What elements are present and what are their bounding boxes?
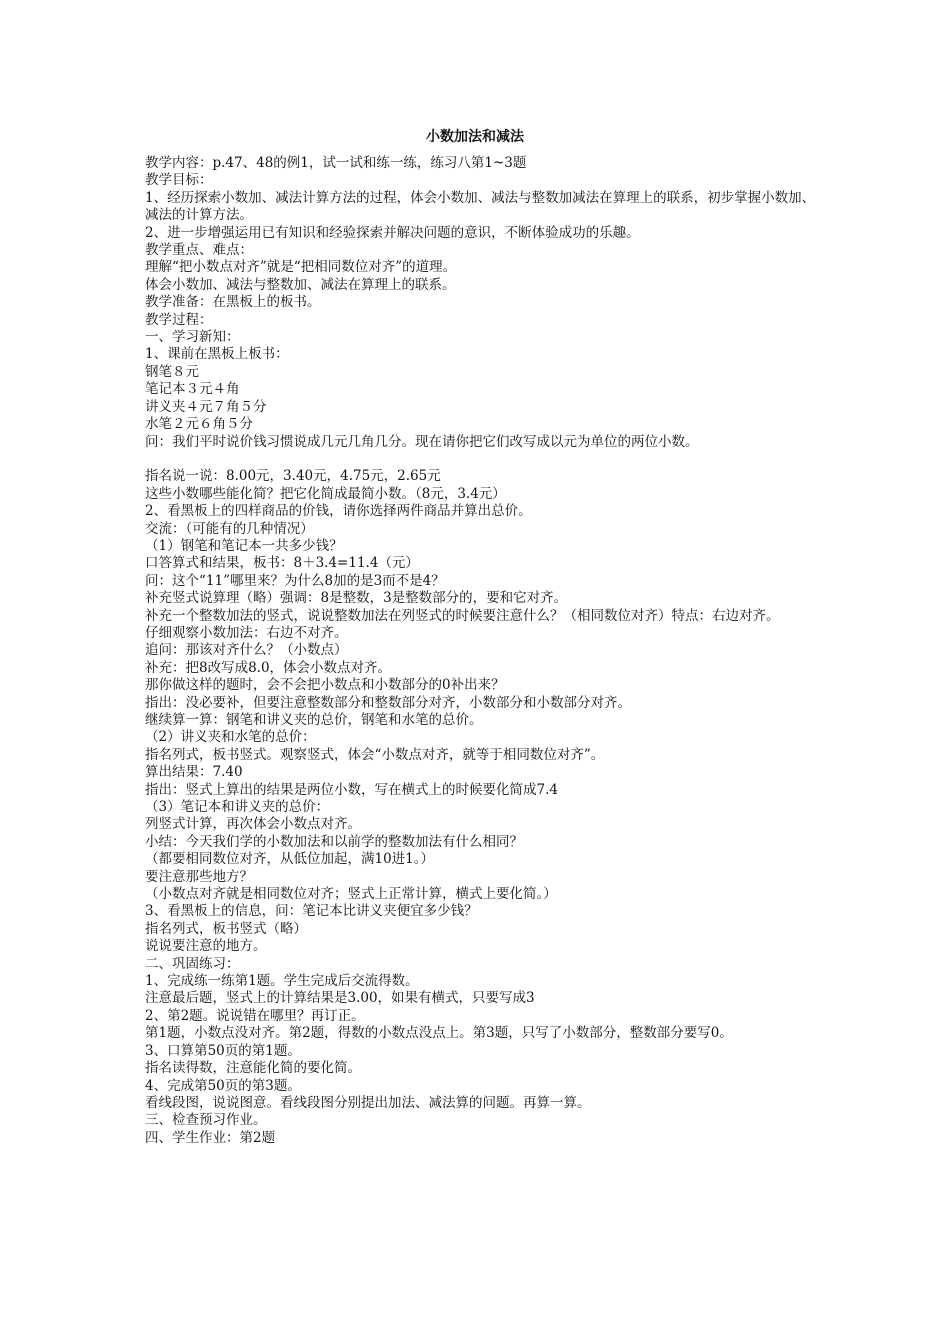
body-line: 小结：今天我们学的小数加法和以前学的整数加法有什么相同？: [145, 833, 523, 850]
body-line: 指名列式，板书竖式。观察竖式，体会“小数点对齐，就等于相同数位对齐”。: [145, 746, 605, 763]
body-line: 四、学生作业：第2题: [145, 1129, 276, 1146]
body-line: 要注意那些地方？: [145, 868, 253, 885]
body-line: 一、学习新知：: [145, 329, 240, 346]
body-line: （小数点对齐就是相同数位对齐；竖式上正常计算，横式上要化简。）: [145, 886, 557, 903]
body-line: 说说要注意的地方。: [145, 938, 267, 955]
document-title: 小数加法和减法: [426, 129, 524, 145]
body-line: 问：这个“11”哪里来？为什么8加的是3而不是4？: [145, 572, 445, 589]
body-line: （2）讲义夹和水笔的总价：: [145, 729, 316, 746]
body-line: 2、看黑板上的四样商品的价钱，请你选择两件商品并算出总价。: [145, 503, 532, 520]
body-line: 继续算一算：钢笔和讲义夹的总价，钢笔和水笔的总价。: [145, 711, 483, 728]
body-line: 那你做这样的题时，会不会把小数点和小数部分的0补出来？: [145, 677, 505, 694]
body-line: 水笔２元６角５分: [145, 416, 253, 433]
body-line: 体会小数加、减法与整数加、减法在算理上的联系。: [145, 276, 456, 293]
body-line: 4、完成第50页的第3题。: [145, 1077, 301, 1094]
body-line: 讲义夹４元７角５分: [145, 398, 267, 415]
blank-line: [145, 451, 825, 468]
body-line: 教学准备：在黑板上的板书。: [145, 294, 321, 311]
body-line: 二、巩固练习：: [145, 955, 240, 972]
body-line: 教学目标：: [145, 172, 213, 189]
body-line: 3、口算第50页的第1题。: [145, 1042, 301, 1059]
body-line: 笔记本３元４角: [145, 381, 240, 398]
body-line: 交流：（可能有的几种情况）: [145, 520, 314, 537]
body-line: （1）钢笔和笔记本一共多少钱？: [145, 537, 343, 554]
body-line: 理解“把小数点对齐”就是“把相同数位对齐”的道理。: [145, 259, 457, 276]
body-line: 算出结果：7.40: [145, 764, 243, 781]
body-line: 教学重点、难点：: [145, 242, 253, 259]
body-line: 注意最后题，竖式上的计算结果是3.00，如果有横式，只要写成3: [145, 990, 535, 1007]
document-body: [145, 155, 825, 1147]
body-line: 1、完成练一练第1题。学生完成后交流得数。: [145, 973, 419, 990]
body-line: 1、课前在黑板上板书：: [145, 346, 289, 363]
body-line: 口答算式和结果，板书：8＋3.4=11.4（元）: [145, 555, 419, 572]
body-line: 看线段图，说说图意。看线段图分别提出加法、减法算的问题。再算一算。: [145, 1094, 591, 1111]
body-line: 教学内容：p.47、48的例1，试一试和练一练，练习八第1~3题: [145, 155, 527, 171]
body-line: 指名列式，板书竖式（略）: [145, 920, 307, 937]
body-line: 1、经历探索小数加、减法计算方法的过程，体会小数加、减法与整数加减法在算理上的联系，初步掌握小数加、减法的计算方法。: [145, 189, 816, 224]
body-line: 钢笔８元: [145, 363, 199, 380]
body-line: （3）笔记本和讲义夹的总价：: [145, 799, 330, 816]
body-line: 补充：把8改写成8.0，体会小数点对齐。: [145, 659, 392, 676]
body-line: 仔细观察小数加法：右边不对齐。: [145, 624, 348, 641]
body-line: （都要相同数位对齐，从低位加起，满10进1。）: [145, 851, 435, 868]
body-line: 指出：竖式上算出的结果是两位小数，写在横式上的时候要化简成7.4: [145, 781, 558, 798]
body-line: 问：我们平时说价钱习惯说成几元几角几分。现在请你把它们改写成以元为单位的两位小数。: [145, 433, 699, 450]
body-line: 追问：那该对齐什么？（小数点）: [145, 642, 348, 659]
body-line: 指名说一说：8.00元，3.40元，4.75元，2.65元: [145, 468, 441, 485]
body-line: 第1题，小数点没对齐。第2题，得数的小数点没点上。第3题，只写了小数部分，整数部分要写0。: [145, 1025, 733, 1042]
body-line: 3、看黑板上的信息，问：笔记本比讲义夹便宜多少钱？: [145, 903, 478, 920]
body-line: 2、第2题。说说错在哪里？再订正。: [145, 1007, 365, 1024]
body-line: 补充一个整数加法的竖式，说说整数加法在列竖式的时候要注意什么？（相同数位对齐）特点：右边对齐。: [145, 607, 780, 624]
body-line: 补充竖式说算理（略）强调：8是整数，3是整数部分的，要和它对齐。: [145, 590, 568, 607]
body-line: 三、检查预习作业。: [145, 1112, 267, 1129]
body-line: 指名读得数，注意能化简的要化简。: [145, 1060, 361, 1077]
body-line: 教学过程：: [145, 311, 213, 328]
body-line: 指出：没必要补，但要注意整数部分和整数部分对齐，小数部分和小数部分对齐。: [145, 694, 631, 711]
body-line: 列竖式计算，再次体会小数点对齐。: [145, 816, 361, 833]
body-line: 这些小数哪些能化简？把它化简成最简小数。（8元，3.4元）: [145, 485, 506, 502]
body-line: 2、进一步增强运用已有知识和经验探索并解决问题的意识，不断体验成功的乐趣。: [145, 224, 640, 241]
